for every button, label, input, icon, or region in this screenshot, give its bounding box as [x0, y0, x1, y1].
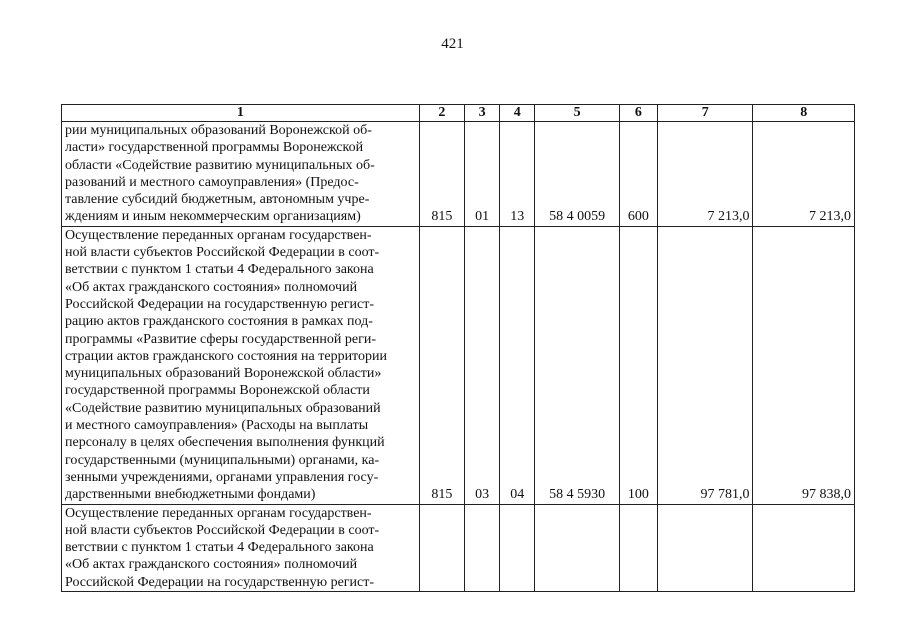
- row-description: [62, 226, 420, 504]
- description-line: Российской Федерации на государственную регист-: [65, 296, 375, 312]
- description-line: зенными учреждениями, органами управления госу-: [65, 469, 379, 485]
- amount-col-8: 97 838,0: [753, 226, 855, 504]
- row-description: [62, 504, 420, 591]
- description-line: Осуществление переданных органам государствен-: [65, 227, 372, 243]
- description-line: рии муниципальных образований Воронежской об-: [65, 123, 372, 138]
- description-line: «Содействие развитию муниципальных образований: [65, 400, 381, 416]
- expense-type-code: 100: [619, 226, 657, 504]
- target-article-code: 58 4 0059: [535, 122, 619, 227]
- description-line: Осуществление переданных органам государствен-: [65, 505, 372, 521]
- ministry-code: 815: [419, 226, 464, 504]
- amount-col-7: 7 213,0: [657, 122, 752, 227]
- row-description: [62, 122, 420, 227]
- page-number: 421: [441, 36, 464, 52]
- header-col-8: 8: [753, 105, 855, 122]
- description-line: ждениям и иным некоммерческим организациям): [65, 209, 361, 225]
- header-col-4: 4: [500, 105, 535, 122]
- description-line: области «Содействие развитию муниципальных об-: [65, 157, 375, 173]
- subsection-code: 04: [500, 226, 535, 504]
- description-line: тавление субсидий бюджетным, автономным учре-: [65, 192, 370, 208]
- amount-col-8: 7 213,0: [753, 122, 855, 227]
- description-line: программы «Развитие сферы государственной реги-: [65, 331, 376, 347]
- table-row: [62, 122, 855, 227]
- description-line: муниципальных образований Воронежской области»: [65, 366, 382, 382]
- target-article-code: [535, 504, 619, 591]
- table-row: [62, 226, 855, 504]
- amount-col-8: [753, 504, 855, 591]
- description-line: ной власти субъектов Российской Федерации в соот-: [65, 245, 380, 261]
- table-body: [62, 122, 855, 592]
- description-line: и местного самоуправления» (Расходы на выплаты: [65, 418, 369, 434]
- description-line: государственными (муниципальными) органами, ка-: [65, 452, 380, 468]
- header-col-7: 7: [657, 105, 752, 122]
- table-row: [62, 504, 855, 591]
- section-code: 03: [465, 226, 500, 504]
- description-line: ветствии с пунктом 1 статьи 4 Федерального закона: [65, 540, 374, 556]
- description-line: ласти» государственной программы Воронежской: [65, 140, 364, 156]
- header-col-6: 6: [619, 105, 657, 122]
- description-line: «Об актах гражданского состояния» полномочий: [65, 557, 358, 573]
- description-line: государственной программы Воронежской области: [65, 383, 370, 399]
- description-line: рацию актов гражданского состояния в рамках под-: [65, 314, 373, 330]
- target-article-code: 58 4 5930: [535, 226, 619, 504]
- budget-table: [61, 104, 855, 592]
- header-col-5: 5: [535, 105, 619, 122]
- section-code: [465, 504, 500, 591]
- amount-col-7: [657, 504, 752, 591]
- ministry-code: 815: [419, 122, 464, 227]
- header-col-3: 3: [465, 105, 500, 122]
- header-col-1: 1: [62, 105, 420, 122]
- description-line: дарственными внебюджетными фондами): [65, 487, 316, 503]
- expense-type-code: [619, 504, 657, 591]
- description-line: Российской Федерации на государственную регист-: [65, 574, 375, 590]
- amount-col-7: 97 781,0: [657, 226, 752, 504]
- description-line: персоналу в целях обеспечения выполнения функций: [65, 435, 385, 451]
- description-line: страции актов гражданского состояния на территории: [65, 348, 387, 364]
- section-code: 01: [465, 122, 500, 227]
- subsection-code: 13: [500, 122, 535, 227]
- description-line: ной власти субъектов Российской Федерации в соот-: [65, 522, 380, 538]
- header-col-2: 2: [419, 105, 464, 122]
- description-line: разований и местного самоуправления» (Предос-: [65, 174, 359, 190]
- expense-type-code: 600: [619, 122, 657, 227]
- header-row: [62, 105, 855, 122]
- description-line: «Об актах гражданского состояния» полномочий: [65, 279, 358, 295]
- subsection-code: [500, 504, 535, 591]
- ministry-code: [419, 504, 464, 591]
- description-line: ветствии с пунктом 1 статьи 4 Федерального закона: [65, 262, 374, 278]
